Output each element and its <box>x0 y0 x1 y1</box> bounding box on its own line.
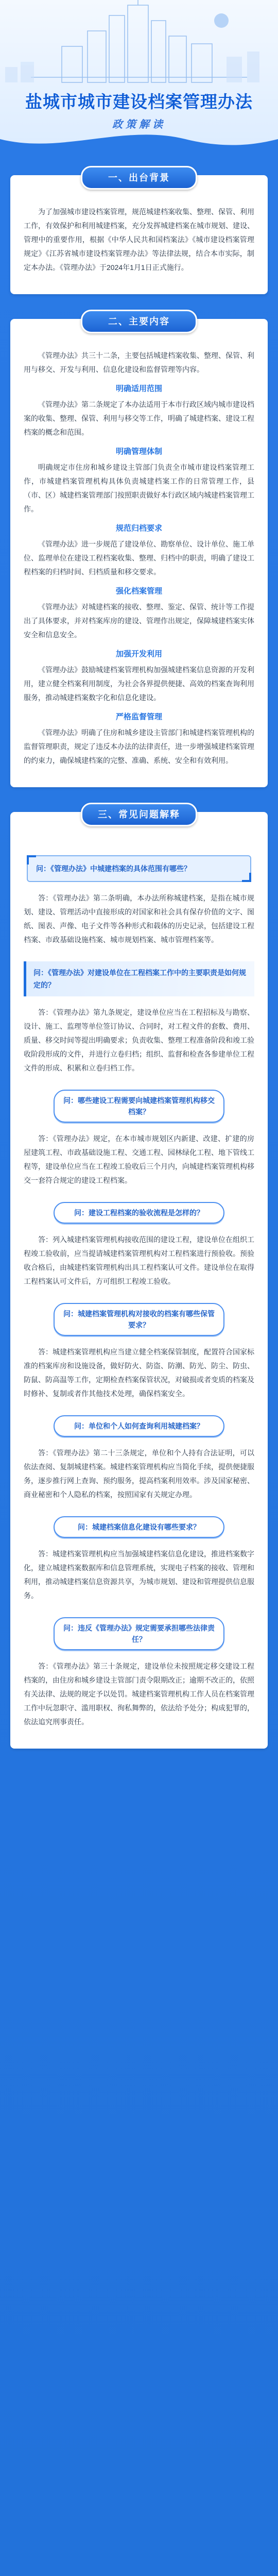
section-faq <box>10 809 268 1749</box>
answer-text: 答：《管理办法》第九条规定，建设单位应当在工程招标及与勘察、设计、施工、监理等单位签订协议、合同时，对工程文件的套数、费用、质量、移交时间等提出明确要求；负责收集、整理工程准备阶段和竣工验收阶段形成的文件，并进行立卷归档；组织、监督和检查各参建单位工程文件的形成、积累和立卷归档工作。 <box>24 1008 254 1072</box>
question-pill: 问：单位和个人如何查询利用城建档案？ <box>54 1415 224 1437</box>
header-banner <box>0 0 278 155</box>
part-title: 明确适用范围 <box>115 384 162 393</box>
question-pill: 问：哪些建设工程需要向城建档案管理机构移交档案？ <box>54 1090 224 1123</box>
question-pill: 问：建设工程档案的验收流程是怎样的？ <box>54 1202 224 1224</box>
part-title: 强化档案管理 <box>115 587 162 596</box>
section-background <box>10 175 268 294</box>
answer-text: 答：《管理办法》规定，在本市城市规划区内新建、改建、扩建的房屋建筑工程、市政基础设施工程、交通工程、园林绿化工程、地下管线工程等，建设单位应当在工程竣工验收后三个月内，向城建档案管理机构移交一套符合规定的建设工程档案。 <box>24 1134 254 1184</box>
section-heading: 二、主要内容 <box>81 310 197 333</box>
part-text: 《管理办法》明确了住房和城乡建设主管部门和城建档案管理机构的监督管理职责，规定了违反本办法的法律责任，进一步增强城建档案管理的约束力，确保城建档案的完整、准确、系统、安全和有效利用。 <box>24 728 254 765</box>
section-main-content <box>10 316 268 787</box>
part-text: 明确规定市住房和城乡建设主管部门负责全市城市建设档案管理工作，市城建档案管理机构具体负责城建档案工作的日常管理工作，县（市、区）城建档案管理部门按照职责做好本行政区域内城建档案管理工作。 <box>24 463 254 513</box>
part-title: 加强开发利用 <box>115 650 162 658</box>
part-text: 《管理办法》第二条规定了本办法适用于本市行政区域内城市建设档案的收集、整理、保管、利用与移交等工作，明确了城建档案、建设工程档案的概念和范围。 <box>24 400 254 436</box>
question-banner: 问：《管理办法》对建设单位在工程档案工作中的主要职责是如何规定的？ <box>24 961 254 996</box>
part-text: 《管理办法》进一步规范了建设单位、勘察单位、设计单位、施工单位、监理单位在建设工程档案收集、整理、归档中的职责，明确了建设工程档案的归档时间、归档质量和移交要求。 <box>24 540 254 576</box>
part-text: 《管理办法》对城建档案的接收、整理、鉴定、保管、统计等工作提出了具体要求，并对档案库房的建设、管理作出规定，保障城建档案实体安全和信息安全。 <box>24 603 254 639</box>
part-title: 规范归档要求 <box>115 524 162 533</box>
answer-text: 答：《管理办法》第二十三条规定，单位和个人持有合法证明，可以依法查阅、复制城建档案。城建档案管理机构应当简化手续，提供便捷服务，逐步推行网上查询、预约服务，提高档案利用效率。涉及国家秘密、商业秘密和个人隐私的档案，按照国家有关规定办理。 <box>24 1449 254 1499</box>
page-title: 盐城市城市建设档案管理办法 <box>25 92 253 112</box>
answer-text: 答：城建档案管理机构应当加强城建档案信息化建设，推进档案数字化，建立城建档案数据库和信息管理系统，实现电子档案的接收、管理和利用，推动城建档案信息资源共享，为城市规划、建设和管理提供信息服务。 <box>24 1550 254 1600</box>
part-title: 明确管理体制 <box>115 447 162 456</box>
page-subtitle: 政策解读 <box>112 119 166 130</box>
section-paragraph: 为了加强城市建设档案管理，规范城建档案收集、整理、保管、利用工作，有效保护和利用城建档案，充分发挥城建档案在城市规划、建设、管理中的重要作用，根据《中华人民共和国档案法》《城市建设档案管理规定》《江苏省城市建设档案管理办法》等法律法规，结合本市实际，制定本办法。《管理办法》于2024年1月1日正式施行。 <box>24 208 254 272</box>
section-heading: 三、常见问题解释 <box>81 803 197 826</box>
question-pill: 问：违反《管理办法》规定需要承担哪些法律责任？ <box>54 1617 224 1650</box>
part-text: 《管理办法》鼓励城建档案管理机构加强城建档案信息资源的开发利用，建立健全档案利用制度，为社会各界提供便捷、高效的档案查询利用服务，推动城建档案数字化和信息化建设。 <box>24 666 254 702</box>
answer-text: 答：《管理办法》第三十条规定，建设单位未按照规定移交建设工程档案的，由住房和城乡建设主管部门责令限期改正；逾期不改正的，依照有关法律、法规的规定予以处罚。城建档案管理机构工作人员在档案管理工作中玩忽职守、滥用职权、徇私舞弊的，依法给予处分；构成犯罪的，依法追究刑事责任。 <box>24 1662 254 1726</box>
answer-text: 答：《管理办法》第二条明确，本办法所称城建档案，是指在城市规划、建设、管理活动中直接形成的对国家和社会具有保存价值的文字、图纸、图表、声像、电子文件等各种形式和载体的历史记录，包括建设工程档案、市政基础设施档案、城市规划档案、城市管理档案等。 <box>24 894 254 944</box>
answer-text: 答：列入城建档案管理机构接收范围的建设工程，建设单位在组织工程竣工验收前，应当提请城建档案管理机构对工程档案进行预验收。预验收合格后，由城建档案管理机构出具工程档案认可文件。建设单位在取得工程档案认可文件后，方可组织工程竣工验收。 <box>24 1235 254 1285</box>
question-box: 问：《管理办法》中城建档案的具体范围有哪些？ <box>27 855 251 882</box>
answer-text: 答：城建档案管理机构应当建立健全档案保管制度，配置符合国家标准的档案库房和设施设备，做好防火、防盗、防潮、防光、防尘、防虫、防鼠、防高温等工作，定期检查档案保管状况，对破损或者变质的档案及时修补、复制或者作其他技术处理，确保档案安全。 <box>24 1348 254 1398</box>
part-title: 严格监督管理 <box>115 713 162 721</box>
section-heading: 一、出台背景 <box>81 166 197 190</box>
section-paragraph: 《管理办法》共三十二条，主要包括城建档案收集、整理、保管、利用与移交、开发与利用、信息化建设和监督管理等内容。 <box>24 351 254 374</box>
question-pill: 问：城建档案信息化建设有哪些要求？ <box>54 1516 224 1538</box>
header-wave <box>0 124 278 155</box>
question-pill: 问：城建档案管理机构对接收的档案有哪些保管要求？ <box>54 1303 224 1336</box>
